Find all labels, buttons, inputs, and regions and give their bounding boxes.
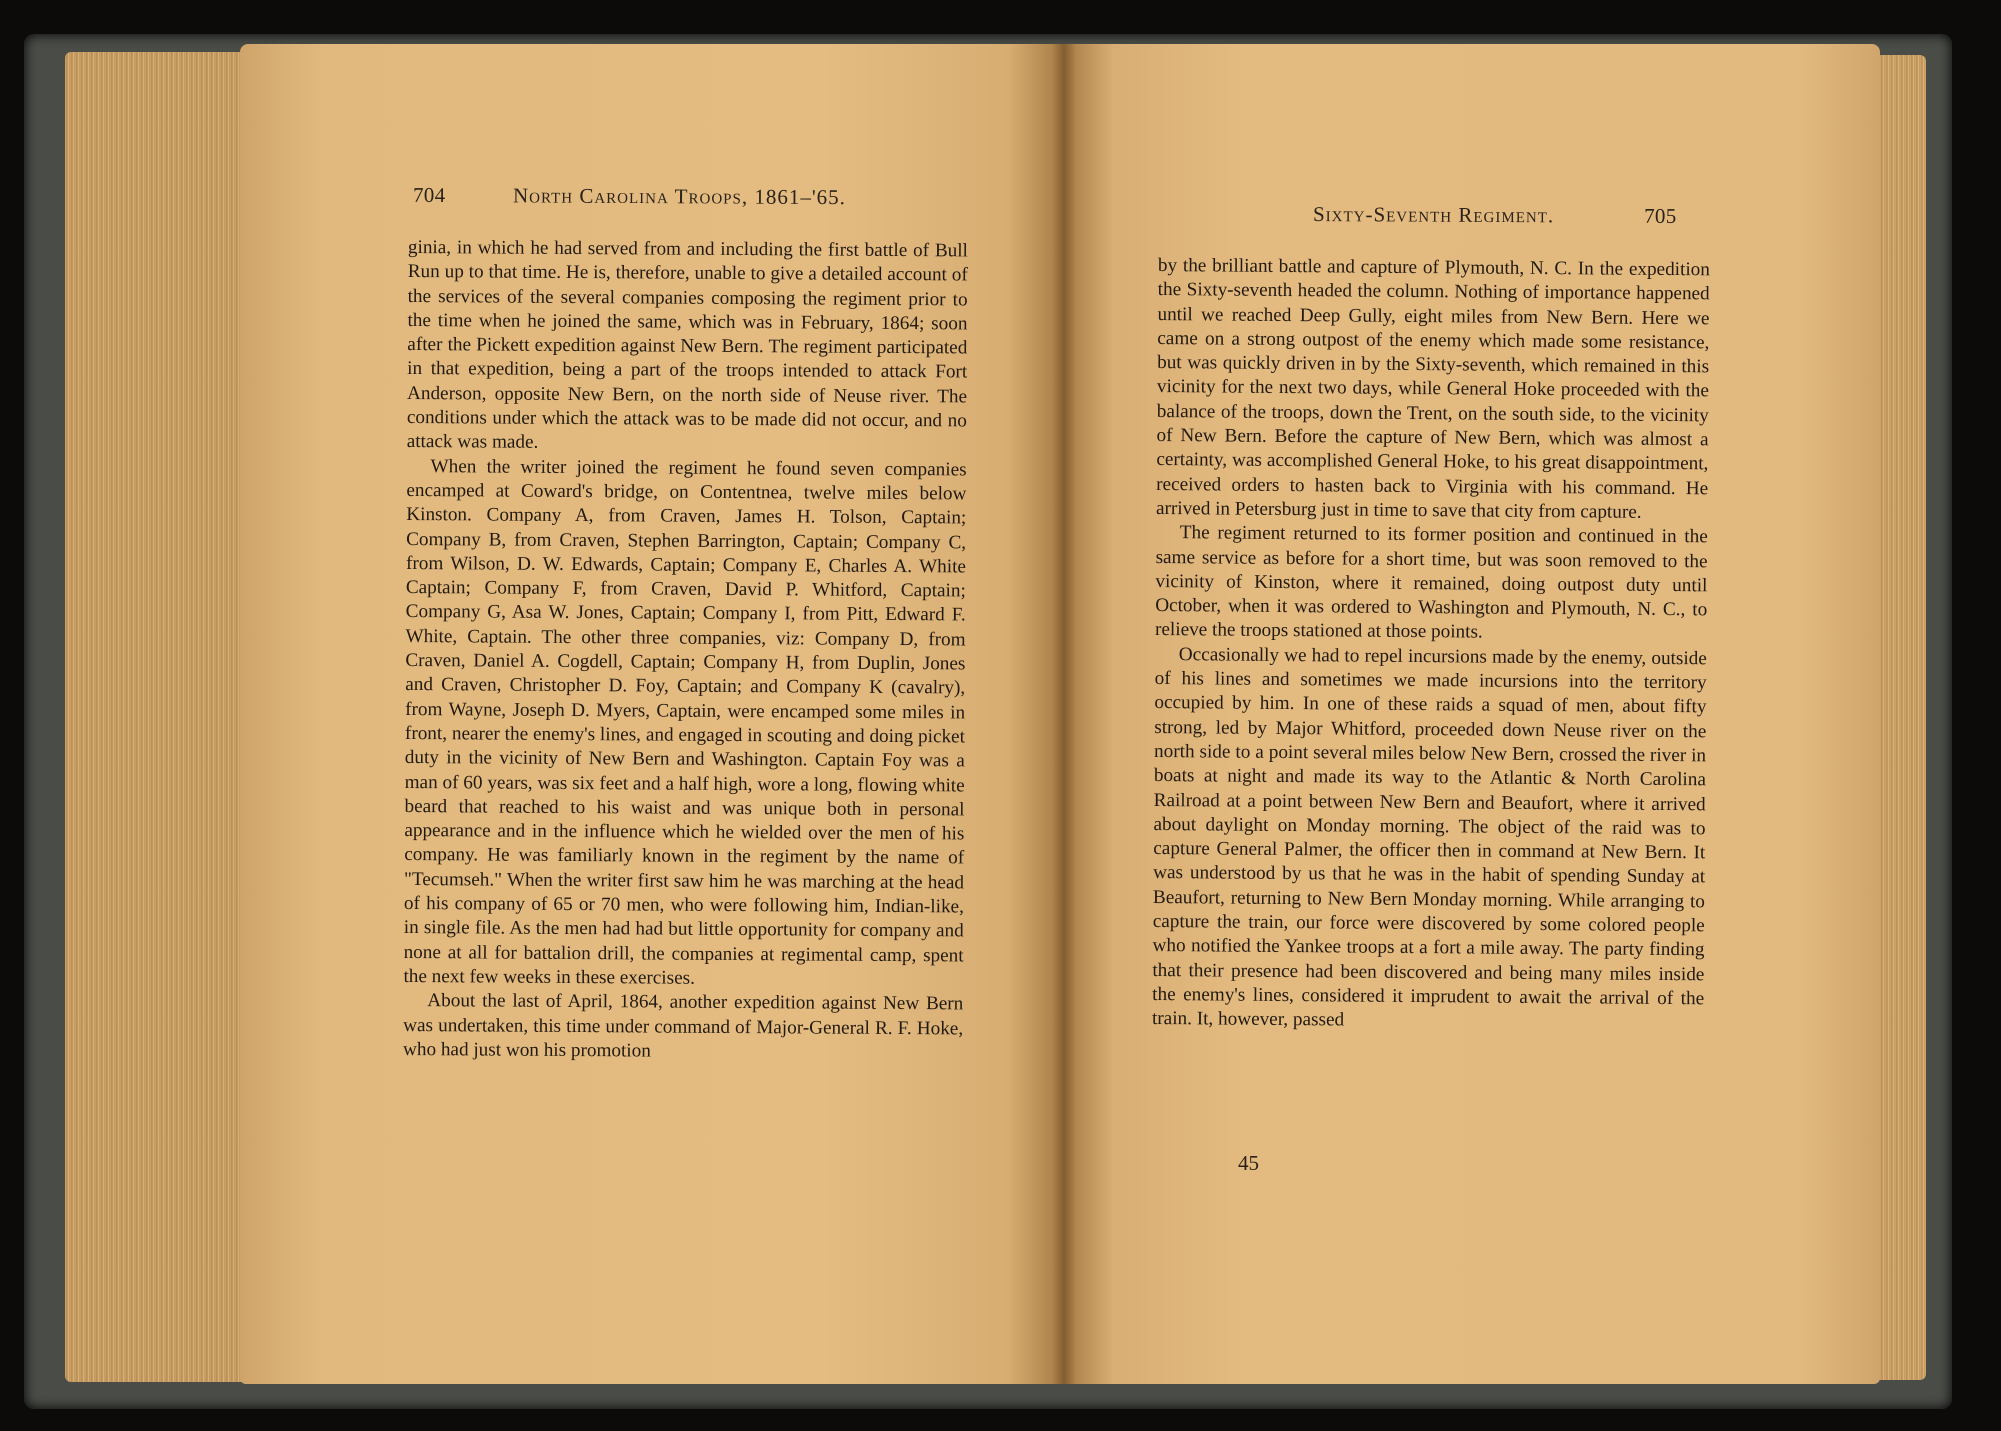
right-page-body	[1152, 254, 1710, 1036]
paragraph: The regiment returned to its former position and continued in the same service as before for a short time, but was soon removed to the vicinity of Kinston, where it remained, doing outpost duty until October, when it was ordered to Washington and Plymouth, N. C., to relieve the troops stationed at those points.	[1154, 522, 1708, 644]
paragraph: Occasionally we had to repel incursions made by the enemy, outside of his lines and sometimes we made incursions into the territory occupied by him. In one of these raids a squad of men, about fifty strong, led by Major Whitford, proceeded down Neuse river on the north side to a point several miles below New Bern, crossed the river in boats at night and made its way to the Atlantic & North Carolina Railroad at a point between New Bern and Beaufort, where it arrived about daylight on Monday morning. The object of the raid was to capture General Palmer, the officer then in command at New Bern. It was understood by us that he was in the habit of spending Sunday at Beaufort, returning to New Bern Monday morning. While arranging to capture the train, our force were discovered by some colored people who notified the Yankee troops at a fort a mile away. The party finding that their presence had been discovered and being many miles inside the enemy's lines, considered it imprudent to await the arrival of the train. It, however, passed	[1151, 643, 1707, 1031]
paragraph: by the brilliant battle and capture of Plymouth, N. C. In the expedition the Sixty-seventh headed the column. Nothing of importance happened until we reached Deep Gully, eight miles from New Bern. Here we came on a strong outpost of the enemy which made some resistance, but was quickly driven in by the Sixty-seventh, which remained in this vicinity for the next two days, while General Hoke proceeded with the balance of the troops, down the Trent, on the south side, to the vicinity of New Bern. Before the capture of New Bern, which was almost a certainty, was accomplished General Hoke, to his great disappointment, received orders to hasten back to Virginia with his command. He arrived in Petersburg just in time to save that city from capture.	[1155, 254, 1710, 523]
left-page-number: 704	[412, 182, 446, 208]
paragraph: About the last of April, 1864, another expedition against New Bern was undertaken, this time under command of Major-General R. F. Hoke, who had just won his promotion	[402, 990, 964, 1062]
left-page-title: North Carolina Troops, 1861–'65.	[512, 183, 846, 210]
paragraph: ginia, in which he had served from and including the first battle of Bull Run up to that time. He is, therefore, unable to give a detailed account of the services of the several companies composing the regiment prior to the time when he joined the same, which was in February, 1864; soon after the Pickett expedition against New Bern. The regiment participated in that expedition, being a part of the troops intended to attack Fort Anderson, opposite New Bern, on the north side of Neuse river. The conditions under which the attack was to be made did not occur, and no attack was made.	[406, 236, 968, 454]
right-page-number: 705	[1644, 203, 1677, 228]
right-running-head	[1313, 202, 1677, 229]
left-running-head	[413, 183, 846, 210]
signature-mark: 45	[1238, 1151, 1259, 1175]
book-gutter	[1052, 44, 1076, 1384]
right-page-title: Sixty-Seventh Regiment.	[1312, 202, 1555, 228]
left-page-body	[403, 236, 968, 1065]
left-page-edges	[65, 52, 260, 1382]
paragraph: When the writer joined the regiment he found seven companies encamped at Coward's bridge, on Contentnea, twelve miles below Kinston. Company A, from Craven, James H. Tolson, Captain; Company B, from Craven, Stephen Barrington, Captain; Company C, from Wilson, D. W. Edwards, Captain; Company E, Charles A. White Captain; Company F, from Craven, David P. Whitford, Captain; Company G, Asa W. Jones, Captain; Company I, from Pitt, Edward F. White, Captain. The other three companies, viz: Company D, from Craven, Daniel A. Cogdell, Captain; Company H, from Duplin, Jones and Craven, Christopher D. Foy, Captain; and Company K (cavalry), from Wayne, Joseph D. Myers, Captain, were encamped some miles in front, nearer the enemy's lines, and engaged in scouting and doing picket duty in the vicinity of New Bern and Washington. Captain Foy was a man of 60 years, was six feet and a half high, wore a long, flowing white beard that reached to his waist and was unique both in personal appearance and in the influence which he wielded over the men of his company. He was familiarly known in the regiment by the name of "Tecumseh." When the writer first saw him he was marching at the head of his company of 65 or 70 men, who were following him, Indian-like, in single file. As the men had had but little opportunity for company and none at all for battalion drill, the companies at regimental camp, spent the next few weeks in these exercises.	[403, 455, 967, 989]
